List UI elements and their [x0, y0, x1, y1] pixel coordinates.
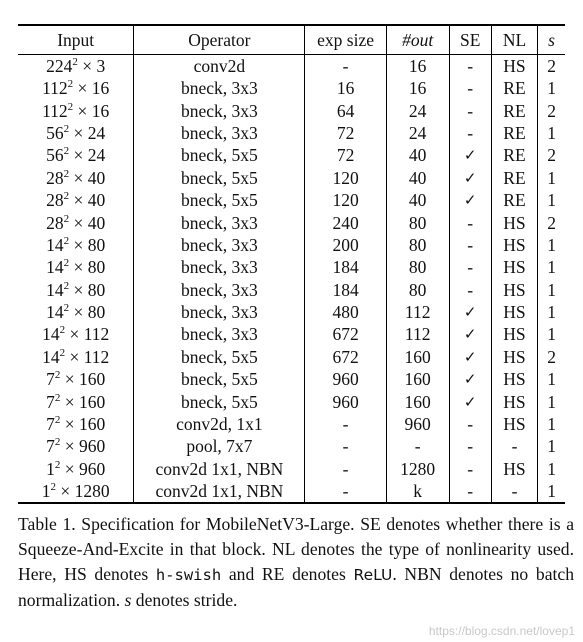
input-exponent: 2 [63, 279, 70, 292]
cell-stride: 1 [547, 190, 556, 211]
cell-nl: RE [491, 77, 537, 99]
input-base: 7 [46, 369, 55, 390]
cell-exp-size: 120 [305, 167, 386, 189]
caption-text-1: Specification for MobileNetV3-Large. SE denotes whether there is a Squeeze-And-Excite in that block. NL denotes the type of nonlinearity used. Here, HS denotes [18, 514, 575, 584]
cell-out: 24 [386, 99, 449, 121]
cell-exp-size: 184 [305, 279, 386, 301]
cell-se: - [449, 458, 491, 480]
input-exponent: 2 [63, 167, 70, 180]
cell-se: ✓ [449, 189, 491, 211]
times-sign: × [60, 391, 79, 412]
cell-input [18, 346, 134, 368]
cell-nl: HS [491, 279, 537, 301]
input-base: 14 [46, 279, 64, 300]
cell-nl: HS [491, 301, 537, 323]
cell-out: 40 [386, 144, 449, 166]
cell-nl: HS [491, 211, 537, 233]
input-channels: 960 [79, 458, 106, 479]
cell-nl: HS [491, 390, 537, 412]
cell-nl: RE [491, 122, 537, 144]
times-sign: × [77, 56, 97, 76]
table-row [18, 234, 565, 256]
input-channels: 160 [79, 391, 106, 412]
cell-stride: 1 [547, 436, 556, 457]
cell-input [18, 189, 134, 211]
cell-out: 80 [386, 234, 449, 256]
times-sign: × [65, 324, 84, 345]
cell-operator: bneck, 3x3 [134, 256, 305, 278]
times-sign: × [69, 145, 88, 166]
input-channels: 40 [87, 167, 106, 188]
cell-stride: 2 [547, 100, 556, 121]
cell-out: 112 [386, 323, 449, 345]
input-base: 14 [46, 234, 64, 255]
times-sign: × [69, 122, 88, 143]
input-exponent: 2 [63, 190, 70, 203]
cell-nl: - [491, 480, 537, 503]
cell-input [18, 55, 134, 78]
cell-stride: 1 [547, 458, 556, 479]
cell-nl: HS [491, 55, 537, 78]
cell-out: 112 [386, 301, 449, 323]
times-sign: × [60, 369, 79, 390]
input-base: 28 [46, 212, 64, 233]
cell-exp-size: 240 [305, 211, 386, 233]
cell-exp-size: 72 [305, 144, 386, 166]
cell-stride: 1 [547, 369, 556, 390]
header-nl: NL [491, 25, 537, 55]
cell-stride: 1 [547, 414, 556, 435]
input-base: 7 [46, 414, 55, 435]
cell-input [18, 390, 134, 412]
input-channels: 1280 [74, 481, 110, 502]
cell-input [18, 144, 134, 166]
cell-input [18, 122, 134, 144]
cell-operator: pool, 7x7 [134, 435, 305, 457]
cell-exp-size: 480 [305, 301, 386, 323]
cell-exp-size: 960 [305, 368, 386, 390]
input-base: 28 [46, 167, 64, 188]
cell-input [18, 435, 134, 457]
cell-exp-size: 120 [305, 189, 386, 211]
table-row [18, 99, 565, 121]
times-sign: × [69, 212, 88, 233]
cell-nl: RE [491, 144, 537, 166]
cell-stride: 1 [547, 167, 556, 188]
cell-input [18, 256, 134, 278]
input-base: 28 [46, 190, 64, 211]
cell-stride: 1 [547, 391, 556, 412]
cell-operator: bneck, 3x3 [134, 301, 305, 323]
input-channels: 24 [87, 122, 106, 143]
input-base: 1 [41, 481, 51, 502]
cell-stride: 2 [547, 56, 556, 76]
input-exponent: 2 [67, 78, 74, 91]
header-se: SE [449, 25, 491, 55]
cell-exp-size: - [305, 458, 386, 480]
input-channels: 160 [79, 414, 106, 435]
input-base: 112 [42, 78, 68, 99]
cell-out: 80 [386, 279, 449, 301]
table-row [18, 480, 565, 503]
cell-exp-size: 200 [305, 234, 386, 256]
cell-exp-size: 64 [305, 99, 386, 121]
table-row [18, 189, 565, 211]
cell-out: 160 [386, 346, 449, 368]
times-sign: × [60, 436, 79, 457]
cell-operator: bneck, 5x5 [134, 167, 305, 189]
cell-stride: 1 [547, 122, 556, 143]
table-row [18, 435, 565, 457]
cell-operator: bneck, 3x3 [134, 77, 305, 99]
cell-stride: 1 [547, 234, 556, 255]
table-row [18, 55, 565, 78]
caption-label: Table 1. [18, 514, 76, 534]
spec-table [18, 24, 565, 504]
input-exponent: 2 [54, 369, 61, 382]
table-caption [18, 512, 574, 613]
cell-stride: 1 [547, 257, 556, 278]
input-exponent: 2 [63, 212, 70, 225]
input-channels: 80 [87, 234, 106, 255]
cell-se: - [449, 122, 491, 144]
caption-text-2: and RE denotes [221, 564, 354, 584]
cell-input [18, 413, 134, 435]
cell-operator: bneck, 3x3 [134, 323, 305, 345]
cell-operator: bneck, 5x5 [134, 144, 305, 166]
cell-nl: HS [491, 458, 537, 480]
cell-out: 16 [386, 55, 449, 78]
cell-out: 1280 [386, 458, 449, 480]
cell-nl: HS [491, 346, 537, 368]
input-base: 112 [42, 100, 68, 121]
cell-nl: HS [491, 234, 537, 256]
input-base: 1 [46, 458, 55, 479]
cell-operator: bneck, 3x3 [134, 279, 305, 301]
times-sign: × [69, 302, 88, 323]
input-channels: 16 [91, 78, 110, 99]
input-exponent: 2 [50, 481, 56, 494]
times-sign: × [69, 167, 88, 188]
cell-out: - [386, 435, 449, 457]
input-exponent: 2 [63, 145, 70, 158]
header-input: Input [18, 25, 134, 55]
input-base: 14 [42, 324, 60, 345]
input-channels: 80 [87, 279, 106, 300]
cell-out: 160 [386, 368, 449, 390]
input-base: 7 [46, 391, 55, 412]
table-row [18, 77, 565, 99]
cell-stride: 1 [547, 302, 556, 323]
input-exponent: 2 [54, 391, 61, 404]
cell-operator: bneck, 5x5 [134, 346, 305, 368]
input-base: 14 [46, 302, 64, 323]
input-exponent: 2 [67, 100, 74, 113]
cell-exp-size: 72 [305, 122, 386, 144]
input-channels: 24 [87, 145, 106, 166]
cell-input [18, 480, 134, 503]
input-channels: 40 [87, 212, 106, 233]
cell-operator: bneck, 3x3 [134, 122, 305, 144]
table-row [18, 256, 565, 278]
header-stride: s [538, 25, 565, 55]
cell-se: - [449, 435, 491, 457]
table-row [18, 413, 565, 435]
cell-nl: RE [491, 189, 537, 211]
table-row [18, 122, 565, 144]
input-exponent: 2 [63, 122, 70, 135]
cell-operator: conv2d 1x1, NBN [134, 458, 305, 480]
input-channels: 16 [91, 100, 110, 121]
cell-exp-size: - [305, 55, 386, 78]
cell-se: - [449, 234, 491, 256]
cell-stride: 1 [538, 480, 565, 503]
cell-se: - [449, 413, 491, 435]
times-sign: × [69, 190, 88, 211]
cell-exp-size: - [305, 480, 386, 503]
cell-out: k [386, 480, 449, 503]
cell-operator: bneck, 5x5 [134, 189, 305, 211]
cell-out: 40 [386, 189, 449, 211]
input-exponent: 2 [54, 414, 61, 427]
cell-nl: HS [491, 368, 537, 390]
cell-out: 80 [386, 211, 449, 233]
cell-se: - [449, 256, 491, 278]
input-base: 224 [46, 56, 73, 76]
cell-se: ✓ [449, 167, 491, 189]
cell-input [18, 234, 134, 256]
cell-out: 16 [386, 77, 449, 99]
cell-exp-size: 960 [305, 390, 386, 412]
cell-input [18, 368, 134, 390]
cell-nl: HS [491, 413, 537, 435]
cell-input [18, 211, 134, 233]
input-base: 14 [42, 346, 60, 367]
cell-nl: RE [491, 167, 537, 189]
cell-stride: 2 [547, 145, 556, 166]
cell-se: - [449, 99, 491, 121]
cell-exp-size: 672 [305, 346, 386, 368]
times-sign: × [69, 257, 88, 278]
cell-input [18, 323, 134, 345]
cell-exp-size: - [305, 435, 386, 457]
cell-operator: bneck, 5x5 [134, 368, 305, 390]
cell-operator: conv2d, 1x1 [134, 413, 305, 435]
table-row [18, 368, 565, 390]
input-exponent: 2 [63, 302, 70, 315]
cell-se: - [449, 55, 491, 78]
cell-out: 40 [386, 167, 449, 189]
cell-stride: 1 [547, 324, 556, 345]
cell-operator: bneck, 3x3 [134, 234, 305, 256]
table-row [18, 458, 565, 480]
cell-se: - [449, 480, 491, 503]
times-sign: × [65, 346, 84, 367]
spec-table-container [18, 24, 565, 504]
input-channels: 3 [96, 56, 106, 76]
cell-nl: HS [491, 323, 537, 345]
caption-text-3: . NBN denotes no batch normalization. [18, 564, 575, 610]
input-base: 7 [46, 436, 55, 457]
cell-se: ✓ [449, 346, 491, 368]
cell-stride: 1 [547, 78, 556, 99]
cell-out: 80 [386, 256, 449, 278]
cell-operator: bneck, 5x5 [134, 390, 305, 412]
table-row [18, 167, 565, 189]
input-channels: 960 [79, 436, 106, 457]
cell-operator: conv2d [134, 55, 305, 78]
cell-input [18, 279, 134, 301]
header-out: #out [386, 25, 449, 55]
caption-relu: ReLU [353, 566, 393, 584]
cell-se: ✓ [449, 390, 491, 412]
input-channels: 112 [83, 346, 110, 367]
header-row [18, 25, 565, 55]
table-row [18, 211, 565, 233]
input-channels: 80 [87, 302, 106, 323]
times-sign: × [73, 100, 92, 121]
cell-exp-size: - [305, 413, 386, 435]
input-exponent: 2 [63, 234, 70, 247]
cell-operator: bneck, 3x3 [134, 211, 305, 233]
input-exponent: 2 [72, 56, 78, 68]
times-sign: × [56, 481, 75, 502]
times-sign: × [69, 234, 88, 255]
cell-stride: 2 [547, 346, 556, 367]
cell-stride: 1 [547, 279, 556, 300]
caption-hswish: h-swish [155, 566, 222, 584]
cell-stride: 2 [547, 212, 556, 233]
cell-se: - [449, 77, 491, 99]
cell-input [18, 77, 134, 99]
times-sign: × [73, 78, 92, 99]
input-base: 14 [46, 257, 64, 278]
times-sign: × [69, 279, 88, 300]
cell-input [18, 301, 134, 323]
input-base: 56 [46, 122, 64, 143]
input-channels: 160 [79, 369, 106, 390]
input-exponent: 2 [63, 257, 70, 270]
input-channels: 80 [87, 257, 106, 278]
cell-se: ✓ [449, 368, 491, 390]
cell-nl: HS [491, 256, 537, 278]
times-sign: × [60, 414, 79, 435]
input-exponent: 2 [54, 436, 61, 449]
input-channels: 40 [87, 190, 106, 211]
cell-operator: conv2d 1x1, NBN [134, 480, 305, 503]
cell-out: 160 [386, 390, 449, 412]
table-row [18, 346, 565, 368]
table-row [18, 390, 565, 412]
cell-se: ✓ [449, 323, 491, 345]
cell-input [18, 167, 134, 189]
cell-nl: - [491, 435, 537, 457]
header-operator: Operator [134, 25, 305, 55]
input-exponent: 2 [59, 324, 66, 337]
table-row [18, 279, 565, 301]
cell-se: ✓ [449, 144, 491, 166]
cell-se: - [449, 279, 491, 301]
input-base: 56 [46, 145, 64, 166]
times-sign: × [60, 458, 79, 479]
cell-se: - [449, 211, 491, 233]
input-channels: 112 [83, 324, 110, 345]
header-exp-size: exp size [305, 25, 386, 55]
caption-text-4: denotes stride. [131, 590, 238, 610]
cell-input [18, 458, 134, 480]
watermark: https://blog.csdn.net/lovep1 [428, 624, 575, 638]
cell-exp-size: 184 [305, 256, 386, 278]
input-exponent: 2 [54, 458, 61, 471]
table-row [18, 301, 565, 323]
caption-s: s [124, 590, 132, 610]
table-row [18, 323, 565, 345]
cell-out: 960 [386, 413, 449, 435]
cell-exp-size: 672 [305, 323, 386, 345]
table-row [18, 144, 565, 166]
input-exponent: 2 [59, 346, 66, 359]
cell-exp-size: 16 [305, 77, 386, 99]
cell-se: ✓ [449, 301, 491, 323]
cell-input [18, 99, 134, 121]
cell-operator: bneck, 3x3 [134, 99, 305, 121]
cell-nl: RE [491, 99, 537, 121]
cell-out: 24 [386, 122, 449, 144]
